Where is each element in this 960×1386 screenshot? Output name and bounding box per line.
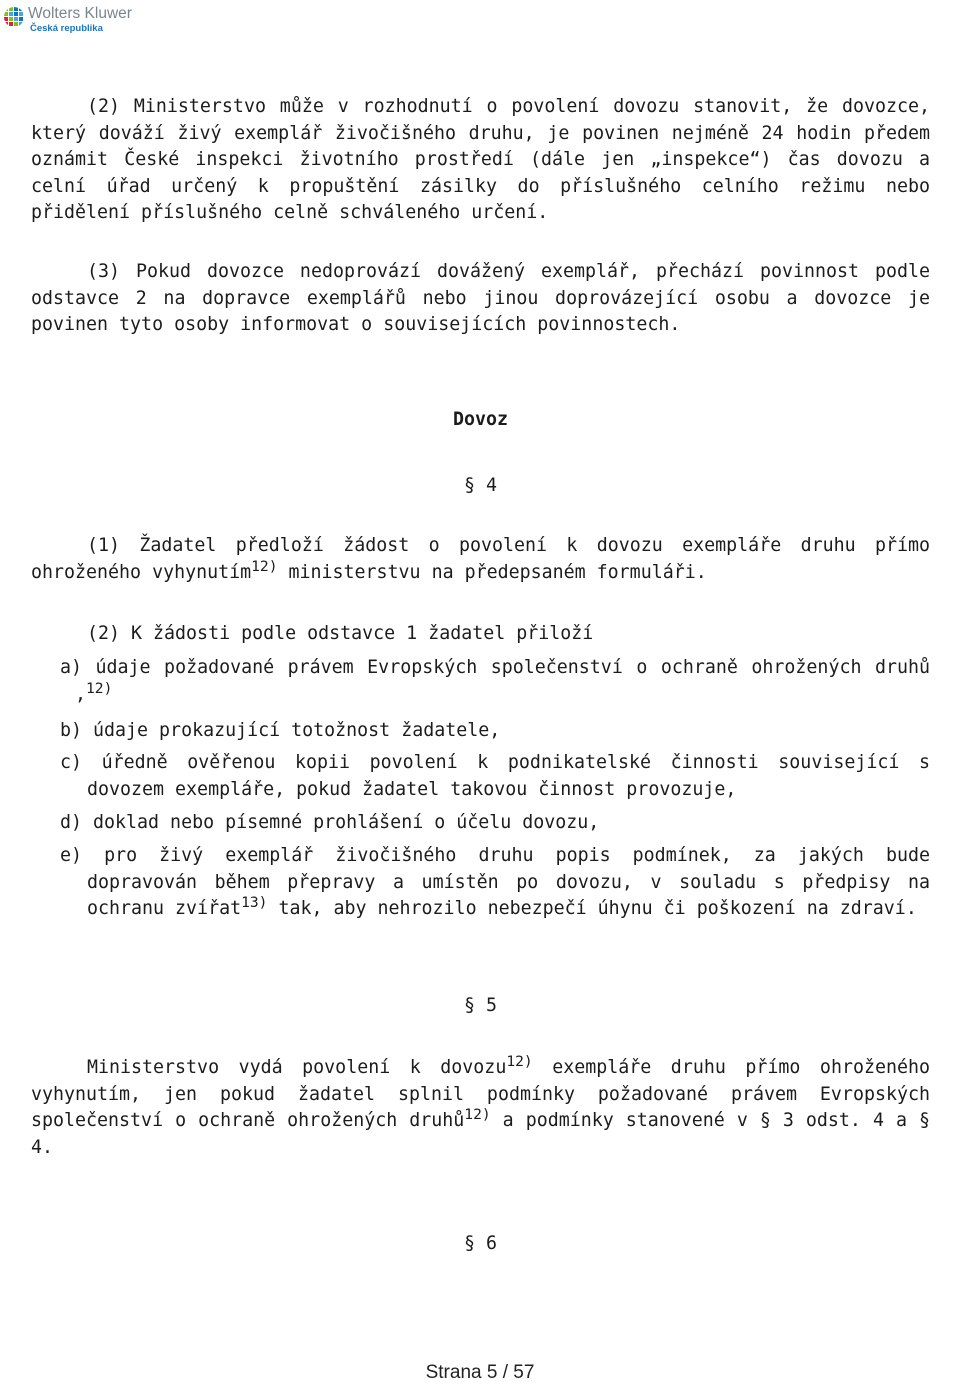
brand-name: Wolters Kluwer <box>28 5 132 22</box>
brand-region: Česká republika <box>30 23 103 34</box>
text-line: (3) Pokud dovozce nedoprovází dovážený exemplář, přechází povinnost podle <box>87 261 930 282</box>
text-segment: a podmínky stanovené v § 3 odst. 4 a § <box>490 1110 931 1132</box>
section-4-paragraph-1 <box>31 533 930 586</box>
list-item-c <box>31 750 930 803</box>
footnote-ref: 12) <box>251 557 278 575</box>
section-5-paragraph <box>31 1052 931 1161</box>
text-line: (1) Žadatel předloží žádost o povolení k dovozu exempláře druhu přímo <box>87 535 930 556</box>
text-segment: tak, aby nehrozilo nebezpečí úhynu či poškození na zdraví. <box>267 898 917 920</box>
text-line <box>31 679 930 709</box>
list-item-a <box>31 655 930 708</box>
paragraph-2-import-notice <box>31 94 930 227</box>
text-segment: ohroženého vyhynutím <box>31 561 252 583</box>
list-item-b <box>31 718 930 745</box>
text-segment: ministerstvu na předepsaném formuláři. <box>277 561 707 583</box>
footnote-ref: 13) <box>241 894 268 912</box>
footnote-ref: 12) <box>506 1052 533 1070</box>
section-4-paragraph-2-intro <box>31 621 930 648</box>
text-line: (2) K žádosti podle odstavce 1 žadatel přiloží <box>87 623 594 644</box>
text-line <box>31 1052 930 1082</box>
footnote-ref: 12) <box>464 1106 491 1124</box>
brand-header <box>3 2 163 36</box>
section-title-6: § 6 <box>463 1233 498 1254</box>
text-line: c) úředně ověřenou kopii povolení k podnikatelské činnosti související s <box>60 752 930 773</box>
text-segment: Ministerstvo vydá povolení k dovozu <box>87 1057 507 1078</box>
text-line: celní úřad určený k propuštění zásilky do příslušného celního režimu nebo <box>31 175 930 197</box>
text-line: dopravován během přepravy a umístěn po dovozu, v souladu s předpisy na <box>87 871 930 893</box>
text-line: přidělení příslušného celně schváleného určení. <box>31 202 549 224</box>
paragraph-3-carrier-duty <box>31 259 930 339</box>
text-line: a) údaje požadované právem Evropských společenství o ochraně ohrožených druhů <box>60 657 930 678</box>
text-segment: ochranu zvířat <box>87 898 242 920</box>
section-title-5: § 5 <box>463 995 498 1016</box>
text-line <box>31 896 930 923</box>
page-number: Strana 5 / 57 <box>425 1362 535 1383</box>
text-segment: , <box>75 683 87 705</box>
text-line <box>31 1108 930 1135</box>
text-line: (2) Ministerstvo může v rozhodnutí o povolení dovozu stanovit, že dovozce, <box>87 96 930 117</box>
text-segment: společenství o ochraně ohrožených druhů <box>31 1110 465 1132</box>
text-line: odstavce 2 na dopravce exemplářů nebo jinou doprovázející osobu a dovozce je <box>31 287 930 309</box>
text-line: 4. <box>31 1136 54 1158</box>
list-item-d <box>31 810 930 837</box>
wolters-kluwer-logo-icon <box>3 4 25 30</box>
text-line: který dováží živý exemplář živočišného druhu, je povinen nejméně 24 hodin předem <box>31 122 930 144</box>
section-title-4: § 4 <box>463 475 498 496</box>
text-segment: exempláře druhu přímo ohroženého <box>532 1057 930 1078</box>
text-line: e) pro živý exemplář živočišného druhu popis podmínek, za jakých bude <box>60 845 930 866</box>
footnote-ref: 12) <box>86 679 113 697</box>
list-item-e <box>31 843 930 923</box>
section-heading-dovoz: Dovoz <box>452 409 509 430</box>
text-line: d) doklad nebo písemné prohlášení o účelu dovozu, <box>60 812 600 833</box>
text-line: dovozem exempláře, pokud žadatel takovou činnost provozuje, <box>87 778 737 800</box>
text-line: b) údaje prokazující totožnost žadatele, <box>60 720 501 741</box>
text-line: vyhynutím, jen pokud žadatel splnil podmínky požadované právem Evropských <box>31 1083 930 1105</box>
text-line: oznámit České inspekci životního prostředí (dále jen „inspekce“) čas dovozu a <box>31 149 930 171</box>
text-line <box>31 557 930 587</box>
text-line: povinen tyto osoby informovat o souvisejících povinnostech. <box>31 314 681 336</box>
